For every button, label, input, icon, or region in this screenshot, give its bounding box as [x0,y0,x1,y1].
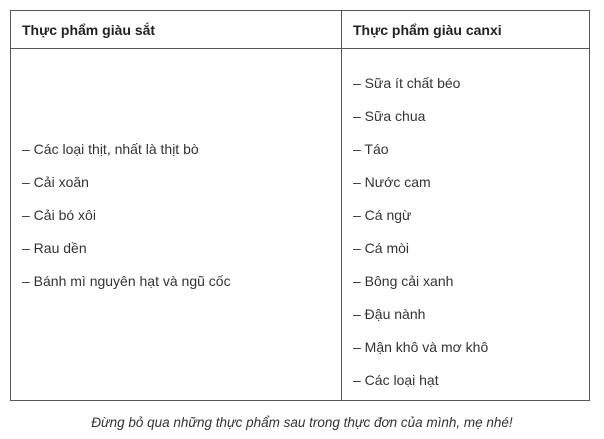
list-item: – Sữa ít chất béo [353,75,461,91]
list-item: – Các loại hạt [353,372,439,388]
table-caption: Đừng bỏ qua những thực phẩm sau trong thực đơn của mình, mẹ nhé! [91,415,513,430]
list-item: – Mận khô và mơ khô [353,339,489,355]
calcium-foods-list [353,75,583,389]
list-item: – Sữa chua [353,108,426,124]
list-item: – Các loại thịt, nhất là thịt bò [22,141,199,157]
food-table [10,10,590,401]
iron-foods-list [22,141,335,290]
list-item: – Đậu nành [353,306,426,322]
header-calcium-foods: Thực phẩm giàu canxi [342,11,589,49]
list-item: – Cải xoăn [22,174,89,190]
list-item: – Cá mòi [353,240,410,256]
calcium-foods-cell [342,49,589,400]
list-item: – Cá ngừ [353,207,412,223]
iron-foods-cell [11,49,342,400]
header-iron-foods: Thực phẩm giàu sắt [11,11,342,49]
list-item: – Táo [353,141,389,157]
list-item: – Rau dền [22,240,87,256]
list-item: – Bông cải xanh [353,273,454,289]
list-item: – Bánh mì nguyên hạt và ngũ cốc [22,273,231,289]
list-item: – Nước cam [353,174,431,190]
list-item: – Cải bó xôi [22,207,96,223]
